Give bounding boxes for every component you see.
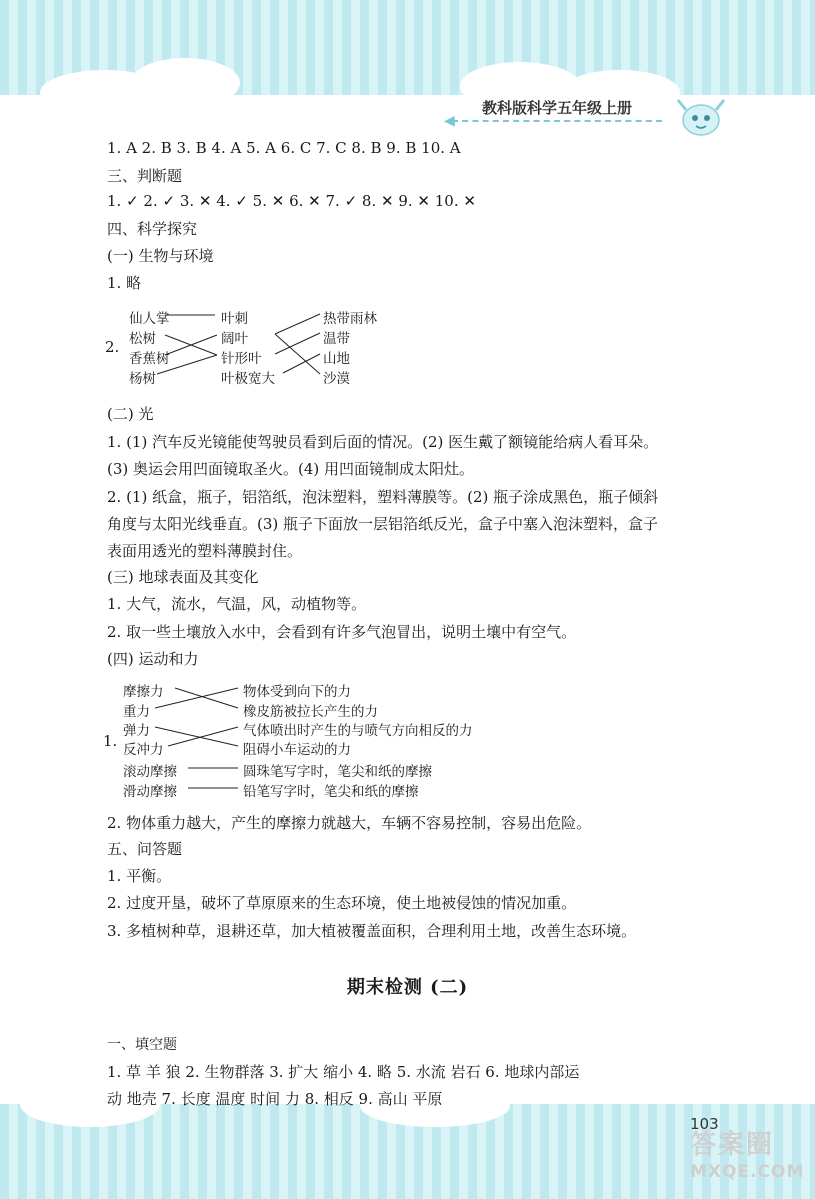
force-label: 摩擦力 <box>123 684 164 700</box>
leaf-label: 针形叶 <box>221 351 262 367</box>
region-label: 热带雨林 <box>323 311 377 327</box>
watermark-mark: 答案圈 <box>690 1130 775 1160</box>
watermark-logo <box>690 1132 805 1181</box>
mascot-icon <box>672 92 730 140</box>
answer-line: 1. 平衡。 <box>107 867 172 885</box>
leaf-label: 叶极宽大 <box>221 371 275 387</box>
answer-line: 1. (1) 汽车反光镜能使驾驶员看到后面的情况。(2) 医生戴了额镜能给病人看耳朵。 <box>107 433 659 451</box>
subsection-heading: (三) 地球表面及其变化 <box>107 568 259 586</box>
plant-label: 香蕉树 <box>129 351 170 367</box>
answer-line: 1. ✓ 2. ✓ 3. ✕ 4. ✓ 5. ✕ 6. ✕ 7. ✓ 8. ✕ 9. ✕ 10. ✕ <box>107 192 476 210</box>
subsection-heading: (二) 光 <box>107 405 154 423</box>
answer-line: 动 地壳 7. 长度 温度 时间 力 8. 相反 9. 高山 平原 <box>107 1090 443 1108</box>
force-description: 阻碍小车运动的力 <box>243 742 351 758</box>
answer-line: 2. (1) 纸盒，瓶子，铝箔纸，泡沫塑料，塑料薄膜等。(2) 瓶子涂成黑色，瓶子倾斜 <box>107 488 659 506</box>
plant-label: 杨树 <box>129 371 156 387</box>
answer-line: (3) 奥运会用凹面镜取圣火。(4) 用凹面镜制成太阳灶。 <box>107 460 475 478</box>
force-description: 物体受到向下的力 <box>243 684 351 700</box>
force-description: 气体喷出时产生的与喷气方向相反的力 <box>243 723 473 739</box>
region-label: 山地 <box>323 351 350 367</box>
section-heading: 五、问答题 <box>107 840 183 858</box>
matching-diagram-environment <box>105 305 405 385</box>
force-description: 圆珠笔写字时，笔尖和纸的摩擦 <box>243 764 432 780</box>
answer-line: 角度与太阳光线垂直。(3) 瓶子下面放一层铝箔纸反光，盒子中塞入泡沫塑料，盒子 <box>107 515 659 533</box>
answer-line: 2. 物体重力越大，产生的摩擦力就越大，车辆不容易控制，容易出危险。 <box>107 814 592 832</box>
leaf-label: 叶刺 <box>221 311 248 327</box>
watermark-url: MXQE.COM <box>690 1162 805 1182</box>
item-number: 1. <box>103 732 118 750</box>
answer-line: 2. 取一些土壤放入水中，会看到有许多气泡冒出，说明土壤中有空气。 <box>107 623 577 641</box>
section-title: 期末检测 (二) <box>346 977 469 998</box>
answer-line: 3. 多植树种草，退耕还草，加大植被覆盖面积，合理利用土地，改善生态环境。 <box>107 922 637 940</box>
answer-line: 表面用透光的塑料薄膜封住。 <box>107 542 303 560</box>
answer-line: 1. 草 羊 狼 2. 生物群落 3. 扩大 缩小 4. 略 5. 水流 岩石 6. 地球内部运 <box>107 1063 580 1081</box>
section-heading: 四、科学探究 <box>107 220 198 238</box>
plant-label: 松树 <box>129 331 156 347</box>
item-number: 2. <box>105 338 120 356</box>
arrow-left-icon: ◀ <box>444 113 455 129</box>
answer-line: 2. 过度开垦，破坏了草原原来的生态环境，使土地被侵蚀的情况加重。 <box>107 894 577 912</box>
region-label: 温带 <box>323 331 350 347</box>
answer-line: 1. 大气，流水，气温，风，动植物等。 <box>107 595 367 613</box>
answer-line: 1. A 2. B 3. B 4. A 5. A 6. C 7. C 8. B 9. B 10. A <box>107 139 461 157</box>
page-number: 103 <box>690 1115 719 1133</box>
section-heading: 一、填空题 <box>107 1037 177 1053</box>
book-title: 教科版科学五年级上册 <box>482 99 633 117</box>
force-description: 橡皮筋被拉长产生的力 <box>243 704 378 720</box>
force-label: 重力 <box>123 704 150 720</box>
plant-label: 仙人掌 <box>129 311 170 327</box>
header-divider <box>452 120 662 122</box>
region-label: 沙漠 <box>323 371 350 387</box>
subsection-heading: (四) 运动和力 <box>107 650 199 668</box>
cloud-decoration <box>130 58 240 108</box>
section-heading: 三、判断题 <box>107 167 183 185</box>
force-label: 弹力 <box>123 723 150 739</box>
force-label: 滚动摩擦 <box>123 764 177 780</box>
force-description: 铅笔写字时，笔尖和纸的摩擦 <box>243 784 419 800</box>
force-label: 滑动摩擦 <box>123 784 177 800</box>
matching-diagram-forces <box>103 677 483 802</box>
force-label: 反冲力 <box>123 742 164 758</box>
answer-line: 1. 略 <box>107 274 142 292</box>
subsection-heading: (一) 生物与环境 <box>107 247 214 265</box>
leaf-label: 阔叶 <box>221 331 248 347</box>
